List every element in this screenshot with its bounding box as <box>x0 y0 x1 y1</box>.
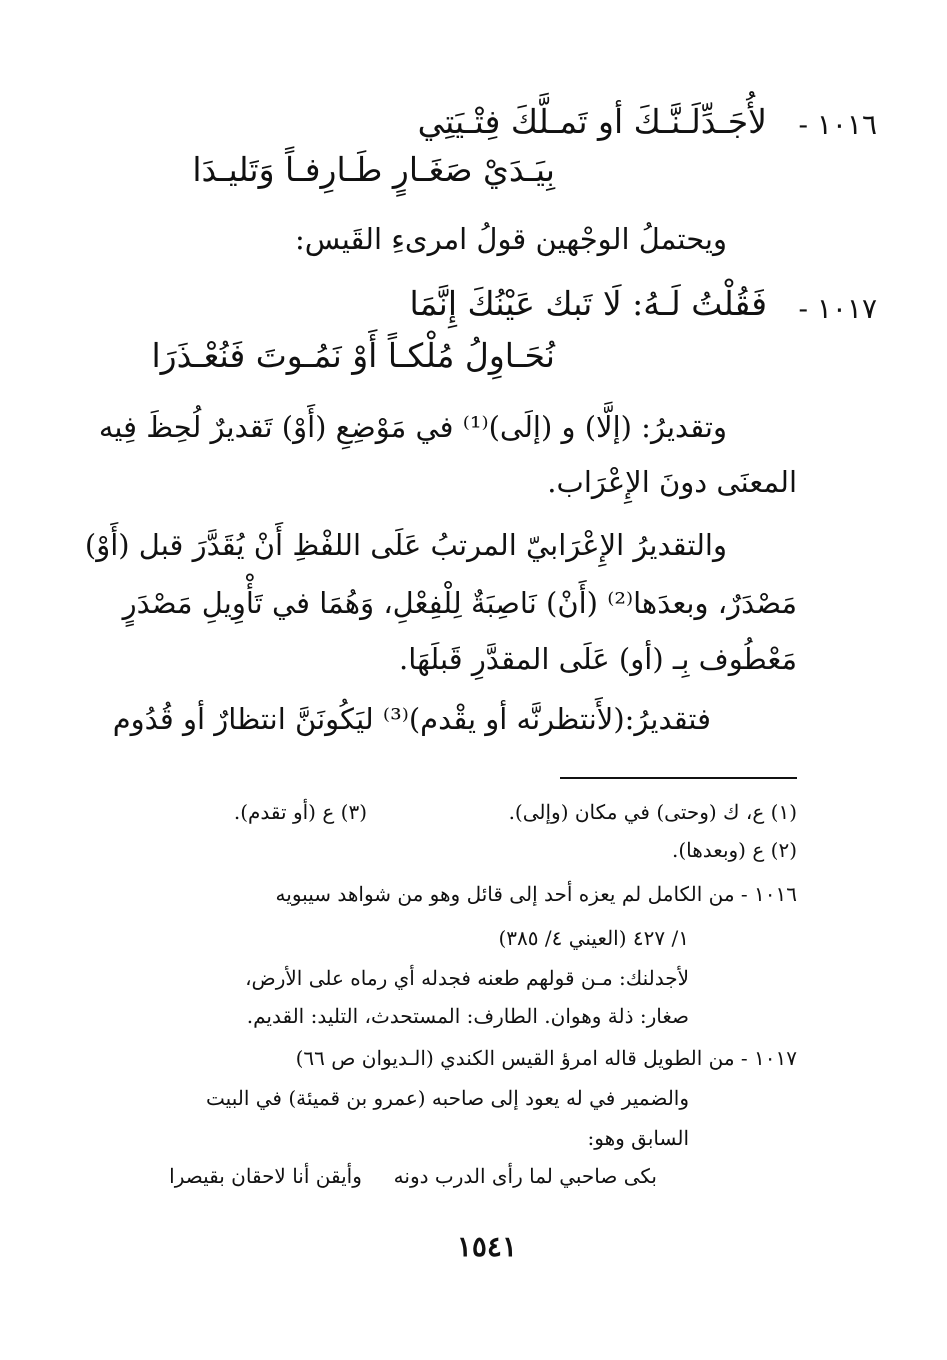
intro-line: ويحتملُ الوجْهين قولُ امرىءِ القَيس: <box>294 222 727 256</box>
verse-number-1016: ١٠١٦ - <box>798 108 877 141</box>
commentary-verse-line: بكى صاحبي لما رأى الدرب دونه وأيقن أنا لاحقان بقيصرا <box>169 1164 657 1188</box>
page-number: ١٥٤١ <box>456 1230 517 1263</box>
commentary-1017-line-1: ١٠١٧ - من الطويل قاله امرؤ القيس الكندي (الـديوان ص ٦٦) <box>295 1046 797 1070</box>
paragraph-1-line-1: وتقديرُ: (إلَّا) و (إلَى)⁽¹⁾ في مَوْضِعِ (أَوْ) تَقديرٌ لُحِظَ فِيه <box>98 410 727 444</box>
commentary-1016-line-2: ١/ ٤٢٧ (العيني ٤/ ٣٨٥) <box>498 926 689 950</box>
verse-number-1017: ١٠١٧ - <box>798 292 877 325</box>
paragraph-3: فتقديرُ:(لأَنتظرنَّه أو يقْدم)⁽³⁾ ليَكُونَنَّ انتظارٌ أو قُدُوم <box>112 702 711 736</box>
footnote-2: (٢) ع (وبعدها). <box>672 838 797 862</box>
verse-1017-hemistich-2: نُحَـاوِلُ مُلْكـاً أَوْ نَمُـوتَ فَنُعْـذَرَا <box>151 336 555 375</box>
verse-1016-hemistich-1: لأُجَـدِّلَـنَّـكَ أو تَمـلَّكَ فِتْـيَتِي <box>417 102 767 141</box>
verse-1017-hemistich-1: فَقُلْتُ لَـهُ: لَا تَبك عَيْنُكَ إِنَّمَا <box>409 284 767 323</box>
commentary-1016-line-3: لأجدلنك: مـن قولهم طعنه فجدله أي رماه على الأرض، <box>245 966 689 990</box>
paragraph-1-line-2: المعنَى دونَ الإِعْرَاب. <box>547 465 797 499</box>
verse-1016-hemistich-2: بِيَـدَيْ صَغَـارٍ طَـارِفـاً وَتَليـدَا <box>192 150 555 189</box>
footnote-3: (٣) ع (أو تقدم). <box>233 800 367 824</box>
paragraph-2-line-3: مَعْطُوف بِـ (أو) عَلَى المقدَّرِ قَبلَهَا. <box>399 642 797 676</box>
commentary-1016-line-4: صغار: ذلة وهوان. الطارف: المستحدث، التليد: القديم. <box>246 1004 689 1028</box>
commentary-1016-line-1: ١٠١٦ - من الكامل لم يعزه أحد إلى قائل وهو من شواهد سيبويه <box>275 882 797 906</box>
footnote-separator <box>560 777 797 779</box>
commentary-1017-line-2: والضمير في له يعود إلى صاحبه (عمرو بن قميئة) في البيت <box>206 1086 689 1110</box>
paragraph-2-line-2: مَصْدَرٌ، وبعدَها⁽²⁾ (أَنْ) نَاصِبَةٌ لِلْفِعْلِ، وَهُمَا في تَأْوِيلِ مَصْدَرٍ <box>122 586 797 620</box>
commentary-1017-line-3: السابق وهو: <box>587 1126 689 1150</box>
footnote-1: (١) ع، ك (وحتى) في مكان (وإلى). <box>508 800 797 824</box>
paragraph-2-line-1: والتقديرُ الإِعْرَابيّ المرتبُ عَلَى اللفْظِ أَنْ يُقَدَّرَ قبل (أَوْ) <box>84 528 727 562</box>
